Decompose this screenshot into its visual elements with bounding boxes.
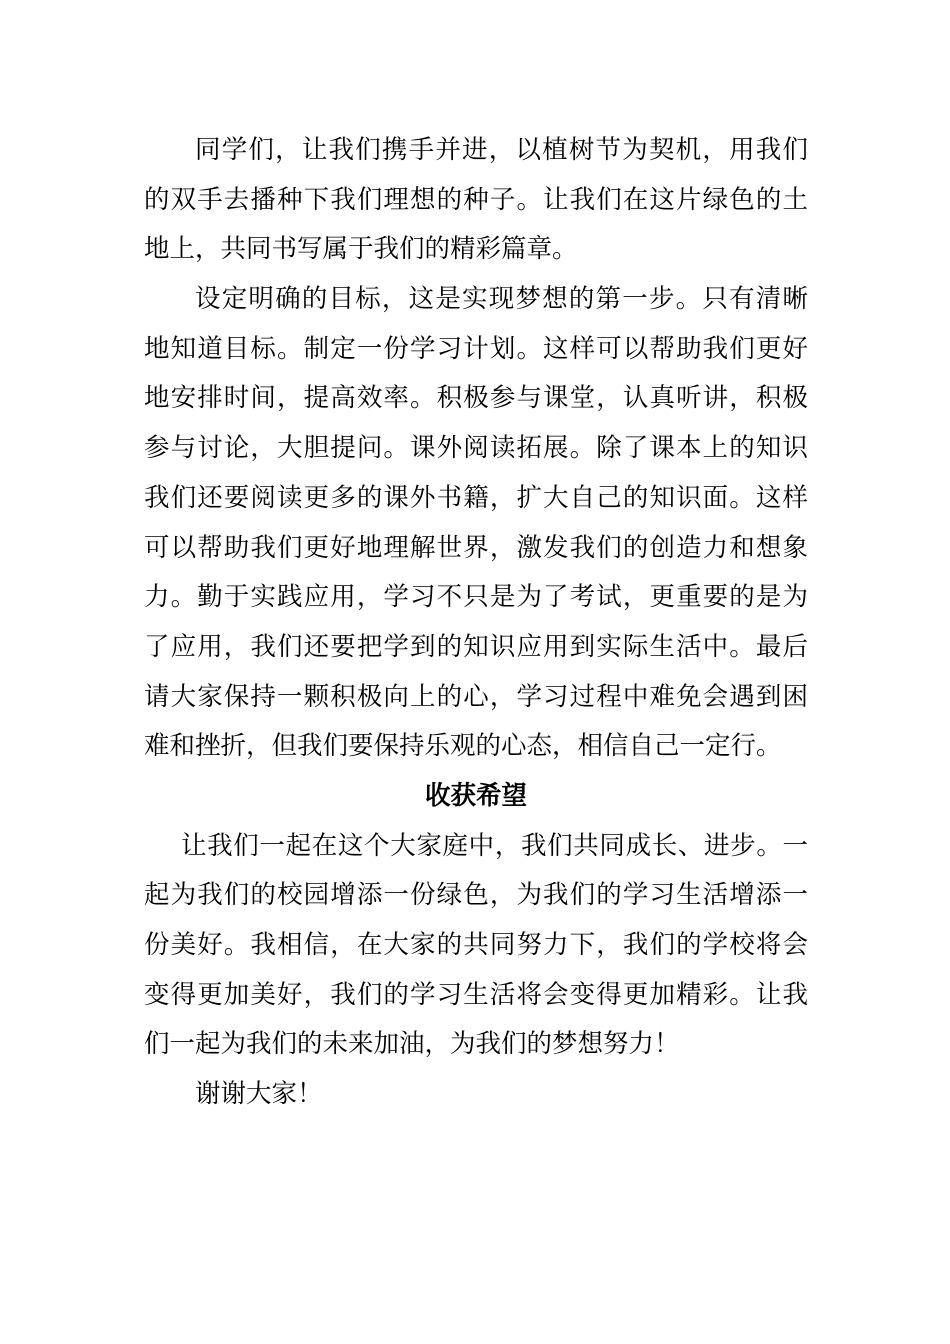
text-line: 地知道目标。制定一份学习计划。这样可以帮助我们更好 [144, 333, 808, 364]
text-line: 同学们，让我们携手并进，以植树节为契机，用我们 [195, 135, 808, 165]
document-page [144, 126, 808, 1120]
closing-thanks: 谢谢大家！ [195, 1079, 323, 1110]
text-line: 可以帮助我们更好地理解世界，激发我们的创造力和想象 [144, 532, 808, 563]
text-line: 了应用，我们还要把学到的知识应用到实际生活中。最后 [144, 631, 808, 662]
paragraph-2 [144, 275, 808, 772]
text-line: 变得更加美好，我们的学习生活将会变得更加精彩。让我 [144, 979, 808, 1010]
paragraph-3 [144, 822, 808, 1070]
text-line: 起为我们的校园增添一份绿色，为我们的学习生活增添一 [144, 880, 808, 911]
paragraph-1 [144, 126, 808, 275]
text-line: 我们还要阅读更多的课外书籍，扩大自己的知识面。这样 [144, 482, 808, 513]
text-line: 力。勤于实践应用，学习不只是为了考试，更重要的是为 [144, 582, 808, 613]
section-heading: 收获希望 [424, 780, 527, 811]
text-line: 份美好。我相信，在大家的共同努力下，我们的学校将会 [144, 930, 808, 960]
text-line: 请大家保持一颗积极向上的心，学习过程中难免会遇到困 [144, 681, 808, 712]
text-line: 难和挫折，但我们要保持乐观的心态，相信自己一定行。 [144, 731, 782, 762]
text-line: 地上，共同书写属于我们的精彩篇章。 [144, 234, 578, 265]
text-line: 设定明确的目标，这是实现梦想的第一步。只有清晰 [195, 284, 808, 315]
text-line: 地安排时间，提高效率。积极参与课堂，认真听讲，积极 [144, 383, 808, 414]
text-line: 们一起为我们的未来加油，为我们的梦想努力！ [144, 1029, 680, 1060]
text-line: 让我们一起在这个大家庭中，我们共同成长、进步。一 [181, 830, 808, 861]
text-line: 的双手去播种下我们理想的种子。让我们在这片绿色的土 [144, 184, 808, 215]
text-line: 参与讨论，大胆提问。课外阅读拓展。除了课本上的知识 [144, 433, 808, 464]
